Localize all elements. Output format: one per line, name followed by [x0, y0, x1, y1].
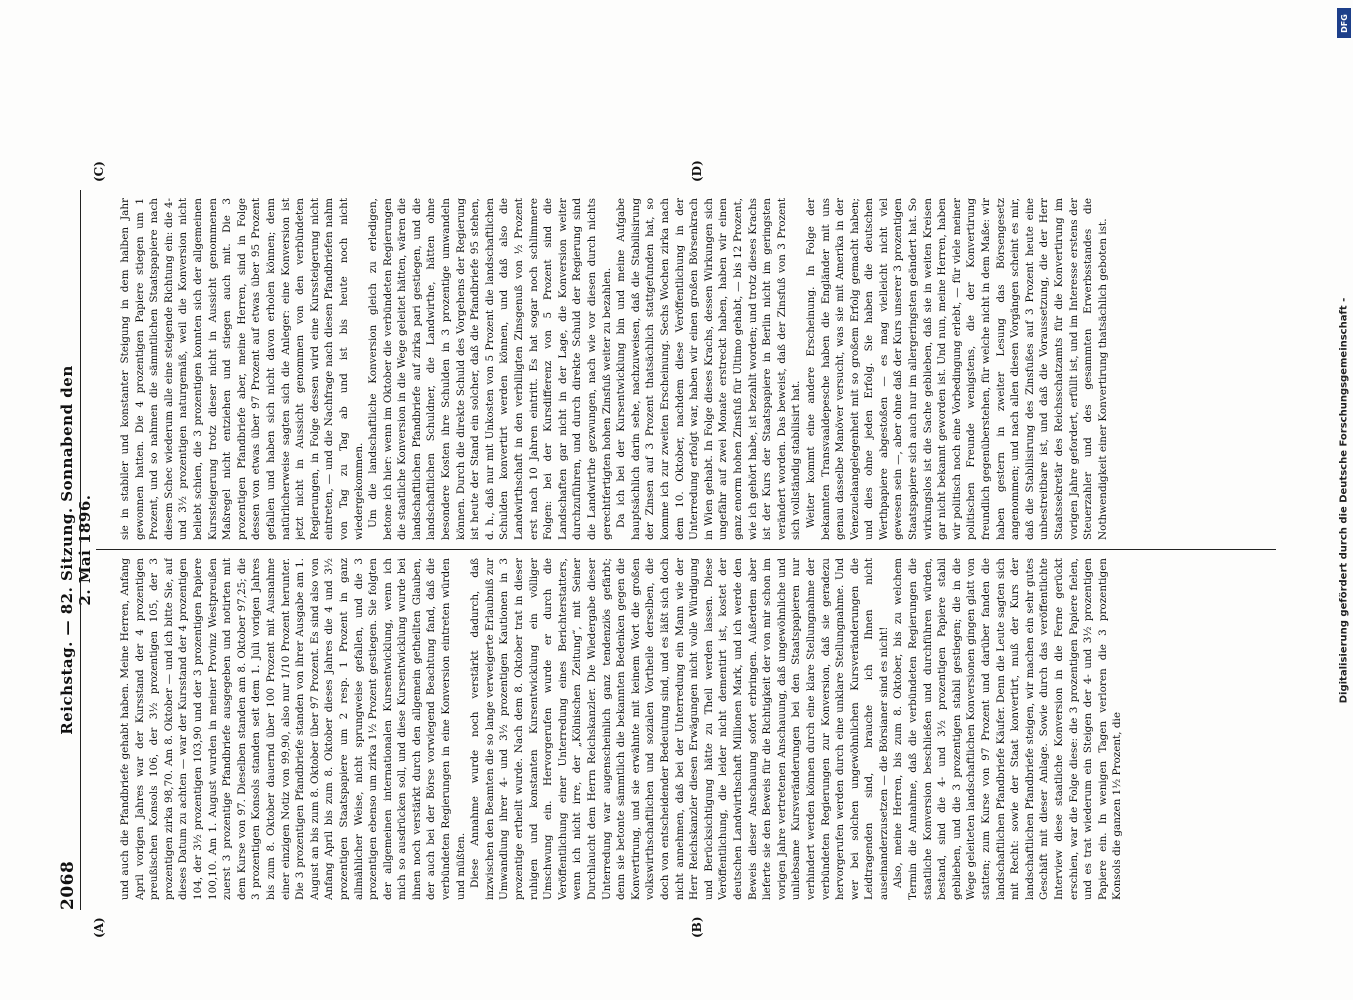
credit-text: Digitalisierung gefördert durch die Deutsche Forschungsgemeinschaft - — [1338, 297, 1350, 703]
paragraph: sie in stabiler und konstanter Steigung in dem halben Jahr gewonnen hatten. Die 4 prozentigen Papiere stiegen um 1 Prozent, und so nahmen die sämmtlichen Staatspapiere nach diesem Schec wiederum alle eine steigende Richtung ein: die 4- und 3½ prozentigen naturgemäß, weil die Konversion nicht beliebt schien, die 3 prozentigen konnten sich der allgemeinen Kurssteigerung trotz dieser nicht in Aussicht genommenen Maßregel nicht entziehen und stiegen auch mit. Die 3 prozentigen Pfandbriefe aber, meine Herren, sind in Folge dessen von etwas über 97 Prozent auf etwas über 95 Prozent gefallen und haben sich nicht davon erholen können; denn natürlicherweise sagten sich die Anleger: eine Konversion ist jetzt nicht in Aussicht genommen von den verbündeten Regierungen, in Folge dessen wird eine Kurssteigerung nicht eintreten, — und die Nachfrage nach diesen Pfandbriefen nahm von Tag zu Tag ab und ist bis heute noch nicht wiedergekommen. — [119, 198, 365, 540]
paragraph: Weiter kommt eine andere Erscheinung. In Folge der bekannten Transvaaldepesche haben die Engländer mit uns genau dasselbe Manöver versucht, was sie mit Amerika in der Venezuelaangelegenheit mit so großem Erfolg gemacht haben; und dies ohne jeden Erfolg. Sie haben die deutschen Werthpapiere abgestoßen — es mag vielleicht nicht viel gewesen sein —, aber ohne daß der Kurs unserer 3 prozentigen Staatspapiere sich auch nur im allergeringsten geändert hat. So wirkungslos ist die Sache geblieben, daß sie in weiten Kreisen gar nicht bekannt geworden ist. Und nun, meine Herren, haben wir politisch noch eine Vorbedingung erlebt, — für viele meiner politischen Freunde wenigstens, die der Konvertirung freundlich gegenüberstehen, für welche nicht in dem Maße: wir haben gestern in zweiter Lesung das Börsengesetz angenommen; und nach allen diesen Vorgängen scheint es mir, daß die Stabilisirung des Zinsfußes auf 3 Prozent heute eine unbestreitbare ist, und daß die Voraussetzung, die der Herr Staatssekretär des Reichsschatzamts für die Konvertirung im vorigen Jahre gefordert, erfüllt ist, und im Interesse erstens der Steuerzahler und des gesammten Erwerbsstandes die Nothwendigkeit einer Konvertirung thatsächlich geboten ist. — [804, 198, 1109, 540]
digitization-credit — [1336, 0, 1352, 1000]
paragraph: Diese Annahme wurde noch verstärkt dadurch, daß inzwischen den Beamten die so lange verweigerte Erlaubniß zur Umwandlung ihrer 4- und 3½ prozentigen Kautionen in 3 prozentige ertheilt wurde. Nach dem 8. Oktober trat in dieser ruhigen und konstanten Kursentwicklung ein völliger Umschwung ein. Hervorgerufen wurde er durch die Veröffentlichung einer Unterredung eines Berichterstatters, wenn ich nicht irre, der „Kölnischen Zeitung“, mit Seiner Durchlaucht dem Herrn Reichskanzler. Die Wiedergabe dieser Unterredung war augenscheinlich ganz tendenziös gefärbt; denn sie betonte sämmtlich die bekannten Bedenken gegen die Konvertirung, und sie erwähnte mit keinem Wort die großen volkswirthschaftlichen und sozialen Vortheile derselben, die doch von entscheidender Bedeutung sind, und es läßt sich doch nicht annehmen, daß bei der Unterredung ein Mann wie der Herr Reichskanzler diesen Erwägungen nicht volle Würdigung und Berücksichtigung hätte zu Theil werden lassen. Diese Veröffentlichung, die leider nicht dementirt ist, kostet der deutschen Landwirthschaft Millionen Mark, und ich werde den Beweis dieser Anschauung sofort erbringen. Außerdem aber lieferte sie den Beweis für die Richtigkeit der von mir schon im vorigen Jahre vertretenen Anschauung, daß ungewöhnliche und unliebsame Kursveränderungen bei den Staatspapieren nur verhindert werden können durch eine klare Stellungnahme der verbündeten Regierungen zur Konversion, daß sie geradezu hervorgerufen werden durch eine unklare Stellungnahme. Und wer bei solchen ungewöhnlichen Kursveränderungen die Leidtragenden sind, brauche ich Ihnen nicht auseinanderzusetzen — die Börsianer sind es nicht! — [469, 558, 890, 900]
text-column-right — [90, 198, 1280, 540]
document-page — [0, 100, 1353, 1000]
paragraph: Da ich bei der Kursentwicklung bin und meine Aufgabe hauptsächlich darin sehe, nachzuweisen, daß die Stabilisirung der Zinsen auf 3 Prozent thatsächlich stattgefunden hat, so komme ich zur zweiten Erscheinung. Sechs Wochen zirka nach dem 10. Oktober, nachdem diese Veröffentlichung in der Unterredung erfolgt war, haben wir einen großen Börsenkrach in Wien gehabt. In Folge dieses Krachs, dessen Wirkungen sich ungefähr auf zwei Monate erstreckt haben, haben wir einen ganz enorm hohen Zinsfuß für Ultimo gehabt, — bis 12 Prozent, wie ich gehört habe, ist bezahlt worden; und trotz dieses Krachs ist der Kurs der Staatspapiere in Berlin nicht im geringsten verändert worden. Das beweist, daß der Zinsfuß von 3 Prozent sich vollständig stabilisirt hat. — [615, 198, 803, 540]
margin-marker-a: (A) — [92, 917, 106, 938]
paragraph: Um die landschaftliche Konversion gleich zu erledigen, betone ich hier: wenn im Oktober die verbündeten Regierungen die staatliche Konversion in die Wege geleitet hätten, wären die landschaftlichen Pfandbriefe auf zirka pari gestiegen, und die landschaftlichen Schuldner, die Landwirthe, hätten ohne besondere Kosten ihre Schulden in 3 prozentige umwandeln können. Durch die direkte Schuld des Vorgehens der Regierung ist heute der Stand ein solcher, daß die Pfandbriefe 95 stehen, d. h., daß nur mit Unkosten von 5 Prozent die landschaftlichen Schulden konvertirt werden können, und daß also die Landwirthschaft in den verbilligten Zinsgenuß von ½ Prozent erst nach 10 Jahren eintritt. Es hat sogar noch schlimmere Folgen: bei der Kursdifferenz von 5 Prozent sind die Landschaften gar nicht in der Lage, die Konversion weiter durchzuführen, und durch direkte Schuld der Regierung sind die Landwirthe gezwungen, nach wie vor diesen durch nichts gerechtfertigten hohen Zinsfuß weiter zu bezahlen. — [367, 198, 613, 540]
running-header: Reichstag. — 82. Sitzung. Sonnabend den 2. Mai 1896. — [58, 365, 94, 735]
margin-marker-d: (D) — [690, 160, 704, 182]
margin-marker-c: (C) — [92, 161, 106, 182]
paragraph: und auch die Pfandbriefe gehabt haben. Meine Herren, Anfang April vorigen Jahres war der Kursstand der 4 prozentigen preußischen Konsols 106, der 3½ prozentigen 105, der 3 prozentigen zirka 98,70. Am 8. Oktober — und ich bitte Sie, auf dieses Datum zu achten — war der Kursstand der 4 prozentigen 104, der 3½ prozentigen 103,90 und der 3 prozentigen Papiere 100,10. Am 1. August wurden in meiner Provinz Westpreußen zuerst 3 prozentige Pfandbriefe ausgegeben und notirten mit dem Kurse von 97. Dieselben standen am 8. Oktober 97,25; die 3 prozentigen Konsols standen seit dem 1. Juli vorigen Jahres bis zum 8. Oktober dauernd über 100 Prozent mit Ausnahme einer einzigen Notiz von 99,90, also nur 1/10 Prozent herunter. Die 3 prozentigen Pfandbriefe standen von ihrer Ausgabe am 1. August an bis zum 8. Oktober über 97 Prozent. Es sind also von Anfang April bis zum 8. Oktober dieses Jahres die 4 und 3½ prozentigen Staatspapiere um 2 resp. 1 Prozent in ganz allmählicher Weise, nicht sprungweise gefallen, und die 3 prozentigen ebenso um zirka 1½ Prozent gestiegen. Sie folgten der allgemeinen internationalen Kursentwicklung, wenn ich mich so ausdrücken soll, und diese Kursentwicklung wurde bei ihnen noch verstärkt durch den allgemein getheilten Glauben, der auch bei der Börse vorwiegend Beachtung fand, daß die verbündeten Regierungen in eine Konversion eintreten würden und müßten. — [119, 558, 467, 900]
margin-marker-b: (B) — [690, 916, 704, 938]
column-divider — [96, 549, 1276, 550]
text-column-left — [90, 558, 1280, 900]
page-number: 2068 — [58, 860, 78, 910]
header-rule — [80, 190, 81, 910]
dfg-logo: DFG — [1337, 8, 1351, 38]
paragraph: Also, meine Herren, bis zum 8. Oktober, bis zu welchem Termin die Annahme, daß die verbündeten Regierungen die staatliche Konversion beschließen und durchführen würden, bestand, sind die 4- und 3½ prozentigen Papiere stabil geblieben, und die 3 prozentigen stabil gestiegen; die in die Wege geleiteten landschaftlichen Konversionen gingen glatt von statten; zum Kurse von 97 Prozent und darüber fanden die landschaftlichen Pfandbriefe Käufer. Denn die Leute sagten sich mit Recht: sowie der Staat konvertirt, muß der Kurs der landschaftlichen Pfandbriefe steigen, wir machen ein sehr gutes Geschäft mit dieser Anlage. Sowie durch das veröffentlichte Interview diese staatliche Konversion in die Ferne gerückt erschien, war die Folge diese: die 3 prozentigen Papiere fielen, und es trat wiederum ein Steigen der 4- und 3½ prozentigen Papiere ein. In wenigen Tagen verloren die 3 prozentigen Konsols die ganzen 1½ Prozent, die — [892, 558, 1124, 900]
